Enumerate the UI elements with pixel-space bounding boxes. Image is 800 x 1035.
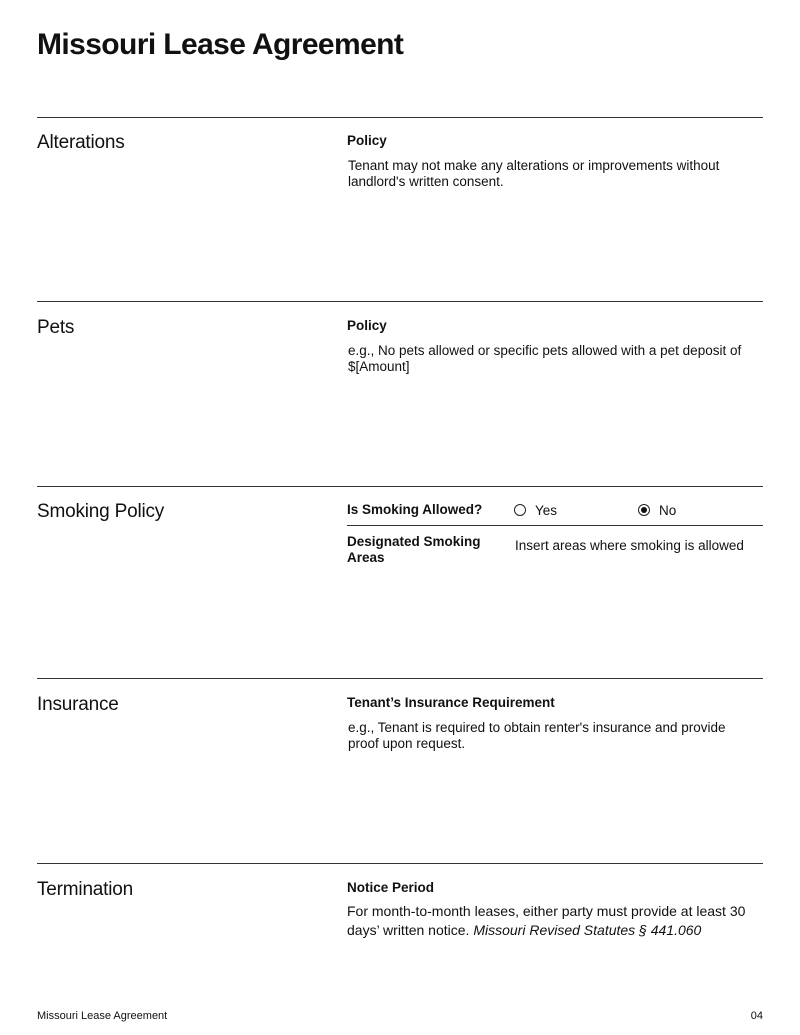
footer-title: Missouri Lease Agreement [37,1010,168,1022]
smoking-areas-label: Designated Smoking Areas [347,534,481,565]
smoking-no-label: No [659,502,677,518]
section-heading-insurance: Insurance [37,694,119,715]
section-heading-smoking: Smoking Policy [37,501,165,522]
section-heading-pets: Pets [37,317,75,338]
smoking-yes-label: Yes [535,502,558,518]
smoking-row-divider [347,525,763,526]
pets-policy-label: Policy [347,318,387,333]
notice-period-label: Notice Period [347,880,435,895]
section-divider-alterations [37,117,763,118]
section-divider-pets [37,301,763,302]
alterations-policy-value: Tenant may not make any alterations or improvements without landlord's written consent. [348,158,720,189]
notice-period-value [347,902,747,940]
section-divider-termination [37,863,763,864]
smoking-yes-radio[interactable] [514,502,557,518]
notice-period-text: For month-to-month leases, either party must provide at least 30 days’ written notice. [347,903,746,938]
section-heading-termination: Termination [37,879,134,900]
page-title: Missouri Lease Agreement [37,28,404,61]
section-divider-insurance [37,678,763,679]
page-number: 04 [750,1010,763,1022]
radio-unchecked-icon [514,504,526,516]
smoking-allowed-label: Is Smoking Allowed? [347,502,483,517]
pets-policy-value: e.g., No pets allowed or specific pets allowed with a pet deposit of $[Amount] [348,343,742,374]
section-heading-alterations: Alterations [37,132,125,153]
section-divider-smoking [37,486,763,487]
radio-checked-icon [638,504,650,516]
insurance-requirement-label: Tenant’s Insurance Requirement [347,695,555,710]
smoking-areas-value: Insert areas where smoking is allowed [515,538,744,553]
insurance-requirement-value: e.g., Tenant is required to obtain renter's insurance and provide proof upon request. [348,720,726,751]
smoking-no-radio[interactable] [638,502,676,518]
alterations-policy-label: Policy [347,133,387,148]
statute-citation: Missouri Revised Statutes § 441.060 [473,922,702,938]
